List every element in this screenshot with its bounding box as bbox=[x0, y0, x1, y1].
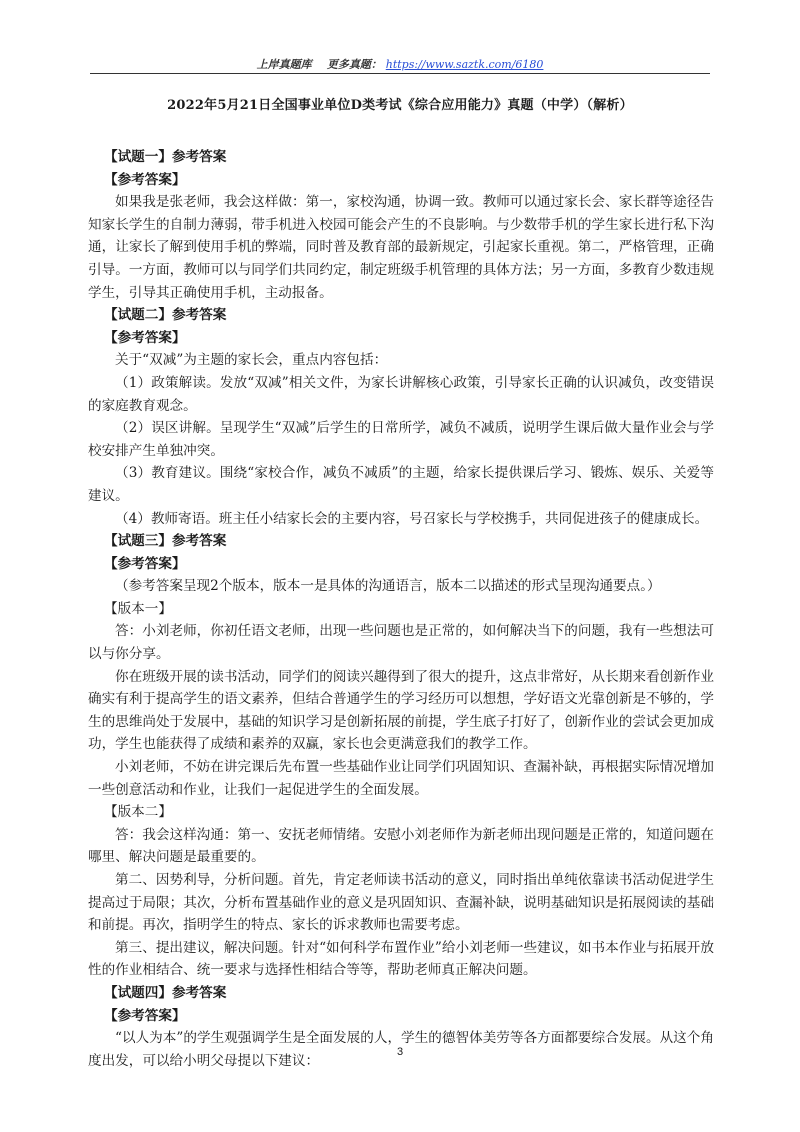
version-label: 【版本一】 bbox=[104, 600, 172, 617]
site-label: 上岸真题库 bbox=[256, 58, 312, 71]
paragraph: （4）教师寄语。班主任小结家长会的主要内容，号召家长与学校携手，共同促进孩子的健康成长。 bbox=[115, 510, 709, 527]
paragraph: （1）政策解读。发放“双减”相关文件，为家长讲解核心政策，引导家长正确的认识减负，改变错误的家庭教育观念。 bbox=[88, 374, 714, 414]
document-body bbox=[88, 146, 714, 1072]
section-heading: 【参考答案】 bbox=[104, 329, 186, 346]
paragraph: 如果我是张老师，我会这样做：第一，家校沟通，协调一致。教师可以通过家长会、家长群等途径告知家长学生的自制力薄弱，带手机进入校园可能会产生的不良影响。与少数带手机的学生家长进行私下沟通，让家长了解到使用手机的弊端，同时普及教育部的最新规定，引起家长重视。第二，严格管理，正确引导。一方面，教师可以与同学们共同约定，制定班级手机管理的具体方法；另一方面，多教育少数违规学生，引导其正确使用手机，主动报备。 bbox=[88, 194, 714, 301]
paragraph: 第三、提出建议，解决问题。针对“如何科学布置作业”给小刘老师一些建议，如书本作业与拓展开放性的作业相结合、统一要求与选择性相结合等等，帮助老师真正解决问题。 bbox=[88, 939, 714, 979]
paragraph: 你在班级开展的读书活动，同学们的阅读兴趣得到了很大的提升，这点非常好，从长期来看创新作业确实有利于提高学生的语文素养，但结合普通学生的学习经历可以想想，学好语文光靠创新是不够的，学生的思维尚处于发展中，基础的知识学习是创新拓展的前提，学生底子打好了，创新作业的尝试会更加成功，学生也能获得了成绩和素养的双赢，家长也会更满意我们的教学工作。 bbox=[88, 668, 714, 753]
document-title: 2022年5月21日全国事业单位D类考试《综合应用能力》真题（中学）（解析） bbox=[167, 98, 633, 113]
paragraph: （3）教育建议。围绕“家校合作，减负不减质”的主题，给家长提供课后学习、锻炼、娱乐、关爱等建议。 bbox=[88, 465, 714, 504]
paragraph: 关于“双减”为主题的家长会，重点内容包括： bbox=[115, 352, 388, 369]
section-heading: 【试题三】参考答案 bbox=[104, 533, 227, 550]
section-heading: 【试题四】参考答案 bbox=[104, 984, 227, 1001]
version-label: 【版本二】 bbox=[104, 804, 172, 821]
section-heading: 【试题二】参考答案 bbox=[104, 307, 227, 324]
paragraph: （2）误区讲解。呈现学生“双减”后学生的日常所学，减负不减质，说明学生课后做大量作业会与学校安排产生单独冲突。 bbox=[88, 420, 714, 459]
page-header bbox=[0, 56, 800, 72]
paragraph: 答：我会这样沟通：第一、安抚老师情绪。安慰小刘老师作为新老师出现问题是正常的，知道问题在哪里、解决问题是最重要的。 bbox=[88, 826, 714, 866]
paragraph: 答：小刘老师，你初任语文老师，出现一些问题也是正常的，如何解决当下的问题，我有一些想法可以与你分享。 bbox=[88, 623, 714, 663]
section-heading: 【参考答案】 bbox=[104, 555, 186, 572]
paragraph: 第二、因势利导，分析问题。首先，肯定老师读书活动的意义，同时指出单纯依靠读书活动促进学生提高过于局限；其次，分析布置基础作业的意义是巩固知识、查漏补缺，说明基础知识是拓展阅读的基础和前提。再次，指明学生的特点、家长的诉求教师也需要考虑。 bbox=[88, 872, 714, 934]
header-divider bbox=[90, 73, 710, 74]
section-heading: 【试题一】参考答案 bbox=[104, 149, 227, 165]
paragraph: “以人为本”的学生观强调学生是全面发展的人，学生的德智体美劳等各方面都要综合发展。从这个角度出发，可以给小明父母提以下建议： bbox=[88, 1030, 714, 1069]
page-number: 3 bbox=[396, 1046, 404, 1058]
header-link[interactable]: https://www.saztk.com/6180 bbox=[385, 58, 544, 71]
paragraph: （参考答案呈现2个版本，版本一是具体的沟通语言，版本二以描述的形式呈现沟通要点。） bbox=[115, 578, 661, 595]
section-heading: 【参考答案】 bbox=[104, 1007, 186, 1024]
paragraph: 小刘老师，不妨在讲完课后先布置一些基础作业让同学们巩固知识、查漏补缺，再根据实际情况增加一些创意活动和作业，让我们一起促进学生的全面发展。 bbox=[88, 759, 714, 798]
more-label: 更多真题： bbox=[326, 58, 382, 71]
section-heading: 【参考答案】 bbox=[104, 171, 186, 188]
